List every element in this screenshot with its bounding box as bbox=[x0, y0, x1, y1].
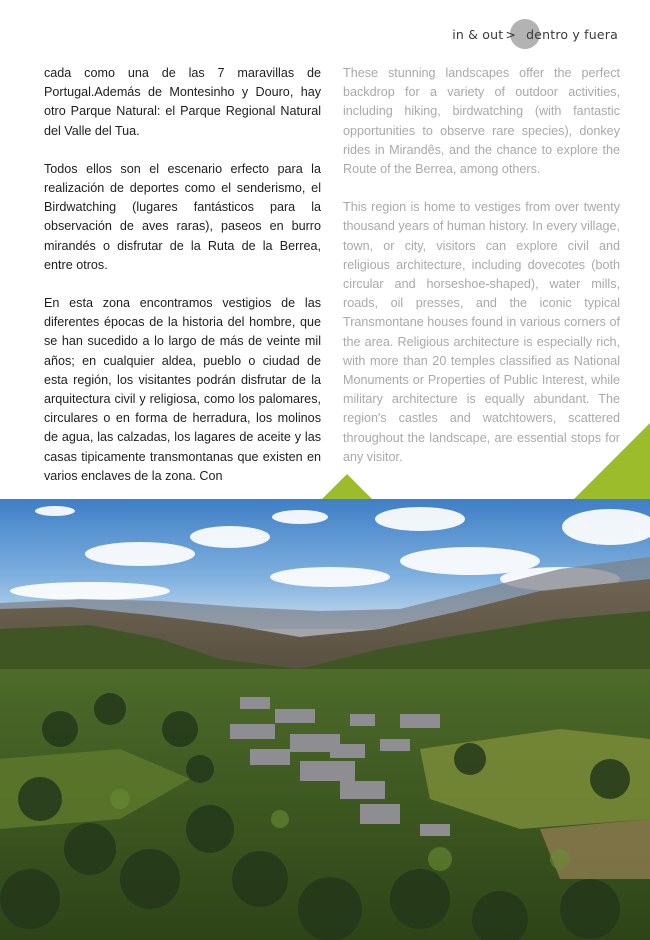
village-landscape-photo bbox=[0, 499, 650, 940]
header-section-title: dentro y fuera bbox=[526, 26, 618, 42]
green-triangle-corner-decoration bbox=[574, 423, 650, 499]
green-triangle-center-decoration bbox=[322, 474, 372, 499]
english-paragraph: This region is home to vestiges from over twenty thousand years of human history. In every village, town, or city, visitors can explore civil and religious architecture, including dovecotes (both circular and horseshoe-shaped), water mills, roads, oil presses, and the iconic typical Transmontane houses found in various corners of the area. Religious architecture is especially rich, with more than 20 temples classified as National Monuments or Properties of Public Interest, while military architecture is equally abundant. The region's castles and watchtowers, scattered throughout the landscape, are essential stops for any visitor. bbox=[343, 200, 620, 464]
header-prefix: in & out bbox=[452, 26, 504, 42]
spanish-paragraph: En esta zona encontramos vestigios de las diferentes épocas de la historia del hombre, que se han sucedido a lo largo de más de veinte mil años; en cualquier aldea, pueblo o ciudad de esta región, los visitantes podrán disfrutar de la arquitectura civil y religiosa, como los palomares, circulares o en forma de herradura, los molinos de agua, las calzadas, los lagares de aceite y las casas tipicamente transmontanas que existen en varios enclaves de la zona. Con bbox=[44, 296, 321, 483]
spanish-paragraph: Todos ellos son el escenario erfecto para la realización de deportes como el senderismo, el Birdwatching (lugares fantásticos para la observación de aves raras), paseos en burro mirandés o disfrutar de la Ruta de la Berrea, entre otros. bbox=[44, 161, 321, 272]
header-separator: > bbox=[505, 26, 517, 42]
english-paragraph: These stunning landscapes offer the perfect backdrop for a variety of outdoor activities, including hiking, birdwatching (with fantastic opportunities to observe rare species), donkey rides in Mirandês, and the chance to explore the Route of the Berrea, among others. bbox=[343, 66, 620, 177]
spanish-text-column bbox=[44, 64, 321, 505]
page-header bbox=[452, 20, 618, 48]
spanish-paragraph: cada como una de las 7 maravillas de Portugal.Además de Montesinho y Douro, hay otro Parque Natural: el Parque Regional Natural del Valle del Tua. bbox=[44, 66, 321, 138]
